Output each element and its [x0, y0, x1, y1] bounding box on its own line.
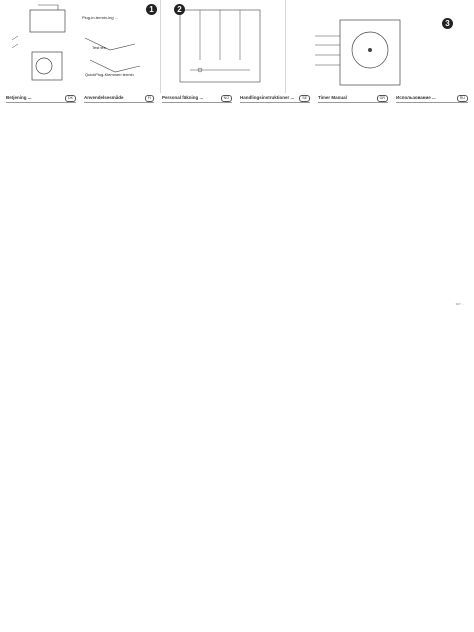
language-flag: DK [65, 95, 76, 102]
illustration-panel-1 [0, 0, 161, 93]
step-1-badge: 1 [146, 4, 157, 15]
language-flag: GR [377, 95, 388, 102]
illustration-panel-3 [285, 0, 474, 93]
column-title: Использование ... [396, 95, 436, 100]
language-flag: FI [145, 95, 154, 102]
footer-code: 307 ... [455, 302, 464, 306]
language-flag: RU [457, 95, 468, 102]
column-title: Handlingsinstruktioner ... [240, 95, 295, 100]
column-no [162, 95, 232, 615]
column-se [240, 95, 310, 615]
quick-label: QuickPlug-Klemmen termin [85, 72, 134, 77]
step-2-badge: 2 [174, 4, 185, 15]
language-flag: NO [221, 95, 232, 102]
column-ru [396, 95, 468, 615]
plug-in-label: Plug-in-termin-ing ... [82, 15, 119, 20]
language-flag: SE [299, 95, 310, 102]
column-title: Timer Manual [318, 95, 347, 100]
step-3-badge: 3 [442, 18, 453, 29]
column-title: Anvendelsesmåde [84, 95, 124, 100]
illustration-panel-2 [160, 0, 286, 93]
column-fi [84, 95, 154, 615]
column-title: Betjening ... [6, 95, 32, 100]
timer-device-illustration [285, 0, 474, 93]
test-label: Test tes [92, 45, 106, 50]
column-gr [318, 95, 388, 615]
wiring-illustration [0, 0, 160, 93]
column-dk [6, 95, 76, 615]
column-title: Personal fäkning ... [162, 95, 204, 100]
